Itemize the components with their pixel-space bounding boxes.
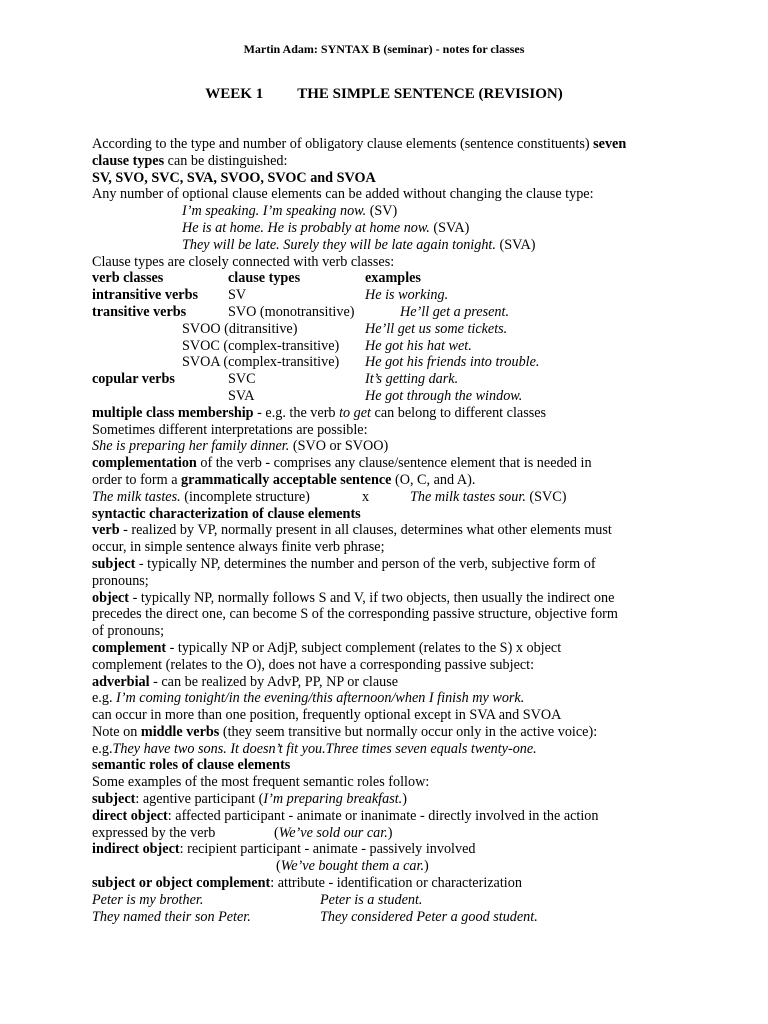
semantic-subject: subject: agentive participant (I’m preparing breakfast.): [92, 791, 407, 808]
page-title: [0, 86, 768, 103]
complement-line-1: complement - typically NP or AdjP, subject complement (relates to the S) x object: [92, 639, 562, 656]
verb-classes-intro: Clause types are closely connected with verb classes:: [92, 253, 395, 270]
middle-verbs-line: Note on middle verbs (they seem transitive but normally occur only in the active voice):: [92, 723, 598, 740]
semantic-indirect-object: indirect object: recipient participant - animate - passively involved: [92, 841, 476, 858]
example-sva-1: He is at home. He is probably at home now. (SVA): [182, 219, 470, 236]
week-label: WEEK 1: [205, 86, 264, 102]
object-line-3: of pronouns;: [92, 623, 165, 640]
table-row: SVA He got through the window.: [228, 387, 523, 404]
object-line-2: precedes the direct one, can become S of the corresponding passive structure, objective form: [92, 606, 618, 623]
semantic-heading: semantic roles of clause elements: [92, 757, 291, 774]
interpretations-example: She is preparing her family dinner. (SVO or SVOO): [92, 438, 389, 455]
verb-line-1: verb - realized by VP, normally present in all clauses, determines what other elements must: [92, 522, 612, 539]
table-row: SVOA (complex-transitive) He got his friends into trouble.: [182, 354, 540, 371]
table-row: intransitive verbs SV He is working.: [92, 287, 449, 304]
adverbial-example: e.g. I’m coming tonight/in the evening/this afternoon/when I finish my work.: [92, 690, 525, 707]
semantic-indirect-example: (We’ve bought them a car.): [276, 858, 429, 875]
intro-line-1: According to the type and number of obligatory clause elements (sentence constituents) seven: [92, 136, 627, 152]
syntactic-heading: syntactic characterization of clause elements: [92, 505, 361, 522]
table-header-row: verb classes clause types examples: [92, 270, 421, 287]
table-row: SVOO (ditransitive) He’ll get us some tickets.: [182, 320, 508, 337]
optional-elements-note: Any number of optional clause elements can be added without changing the clause type:: [92, 186, 594, 203]
interpretations-line: Sometimes different interpretations are possible:: [92, 421, 368, 438]
complementation-line-1: complementation of the verb - comprises any clause/sentence element that is needed in: [92, 455, 592, 472]
adverbial-line-2: can occur in more than one position, frequently optional except in SVA and SVOA: [92, 707, 562, 724]
semantic-example-row: Peter is my brother. Peter is a student.: [92, 891, 423, 908]
example-sv: I’m speaking. I’m speaking now. (SV): [182, 203, 398, 220]
table-row: SVOC (complex-transitive) He got his hat wet.: [182, 337, 472, 354]
multiple-class-line: multiple class membership - e.g. the verb to get can belong to different classes: [92, 404, 547, 421]
adverbial-line-1: adverbial - can be realized by AdvP, PP, NP or clause: [92, 673, 399, 690]
semantic-direct-object-1: direct object: affected participant - animate or inanimate - directly involved in the action: [92, 807, 599, 824]
subject-line-2: pronouns;: [92, 572, 149, 589]
page-header: Martin Adam: SYNTAX B (seminar) - notes for classes: [243, 42, 525, 56]
semantic-complement: subject or object complement: attribute - identification or characterization: [92, 875, 522, 892]
verb-line-2: occur, in simple sentence always finite verb phrase;: [92, 539, 385, 556]
clause-types-list: SV, SVO, SVC, SVA, SVOO, SVOC and SVOA: [92, 169, 376, 186]
table-row: transitive verbs SVO (monotransitive) He’ll get a present.: [92, 303, 510, 320]
example-sva-2: They will be late. Surely they will be late again tonight. (SVA): [182, 236, 536, 253]
complementation-line-2: order to form a grammatically acceptable sentence (O, C, and A).: [92, 471, 476, 488]
title-text: THE SIMPLE SENTENCE (REVISION): [297, 86, 563, 102]
semantic-example-row: They named their son Peter. They considered Peter a good student.: [92, 908, 538, 925]
middle-verbs-example: e.g.They have two sons. It doesn’t fit you.Three times seven equals twenty-one.: [92, 740, 537, 757]
table-row: copular verbs SVC It’s getting dark.: [92, 371, 459, 388]
complement-line-2: complement (relates to the O), does not have a corresponding passive subject:: [92, 656, 535, 673]
semantic-direct-object-2: expressed by the verb (We’ve sold our car.): [92, 824, 393, 841]
subject-line-1: subject - typically NP, determines the number and person of the verb, subjective form of: [92, 555, 596, 572]
intro-line-2: clause types can be distinguished:: [92, 152, 288, 169]
complementation-example: The milk tastes. (incomplete structure) x The milk tastes sour. (SVC): [92, 488, 567, 505]
semantic-intro: Some examples of the most frequent semantic roles follow:: [92, 774, 430, 791]
object-line-1: object - typically NP, normally follows S and V, if two objects, then usually the indirect one: [92, 589, 615, 606]
document-body: [92, 136, 682, 925]
